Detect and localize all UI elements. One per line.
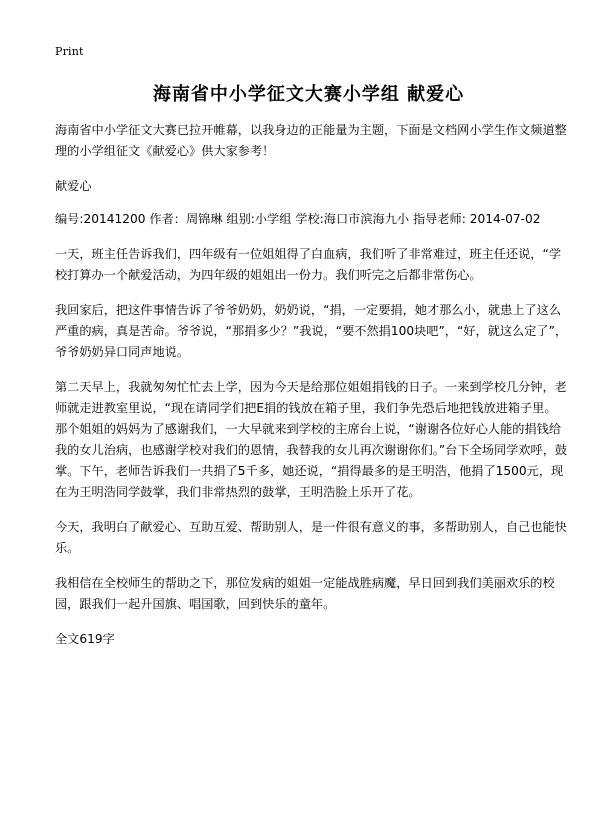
body-paragraph-4: 今天，我明白了献爱心、互助互爱、帮助别人，是一件很有意义的事，多帮助别人，自己也能快乐。: [55, 520, 567, 555]
article-body: [55, 120, 568, 664]
body-paragraph-1: 一天，班主任告诉我们，四年级有一位姐姐得了白血病，我们听了非常难过，班主任还说，“学校打算办一个献爱活动，为四年级的姐姐出一份力。我们听完之后都非常伤心。: [55, 247, 562, 282]
body-paragraph-3: 第二天早上，我就匆匆忙忙去上学，因为今天是给那位姐姐捐钱的日子。一来到学校几分钟，老师就走进教室里说，“现在请同学们把E捐的钱放在箱子里，我们争先恐后地把钱放进箱子里。那个姐姐的妈妈为了感谢我们，一大早就来到学校的主席台上说，“谢谢各位好心人能的捐钱给我的女儿治病，也感谢学校对我们的恩情，我替我的女儿再次谢谢你们。”台下全场同学欢呼，鼓掌。下午，老师告诉我们一共捐了5千多，她还说，“捐得最多的是王明浩，他捐了1500元，现在为王明浩同学鼓掌，我们非常热烈的鼓掌，王明浩脸上乐开了花。: [55, 380, 568, 499]
word-count: 全文619字: [55, 632, 115, 646]
article-subtitle: 献爱心: [55, 179, 92, 193]
article-meta: 编号:20141200 作者：周锦琳 组别:小学组 学校:海口市滨海九小 指导老师: 2014-07-02: [55, 212, 541, 226]
body-paragraph-5: 我相信在全校师生的帮助之下，那位发病的姐姐一定能战胜病魔，早日回到我们美丽欢乐的校园，跟我们一起升国旗、唱国歌，回到快乐的童年。: [55, 576, 555, 611]
intro-paragraph: 海南省中小学征文大赛已拉开帷幕，以我身边的正能量为主题，下面是文档网小学生作文频道整理的小学组征文《献爱心》供大家参考！: [55, 123, 567, 158]
print-label: Print: [55, 45, 84, 58]
body-paragraph-2: 我回家后，把这件事情告诉了爷爷奶奶，奶奶说，“捐，一定要捐，她才那么小，就患上了这么严重的病，真是苦命。爷爷说，“那捐多少？”我说，“要不然捐100块吧”，“好，就这么定了”，爷爷奶奶异口同声地说。: [55, 303, 568, 359]
article-title: 海南省中小学征文大赛小学组 献爱心: [152, 84, 465, 105]
